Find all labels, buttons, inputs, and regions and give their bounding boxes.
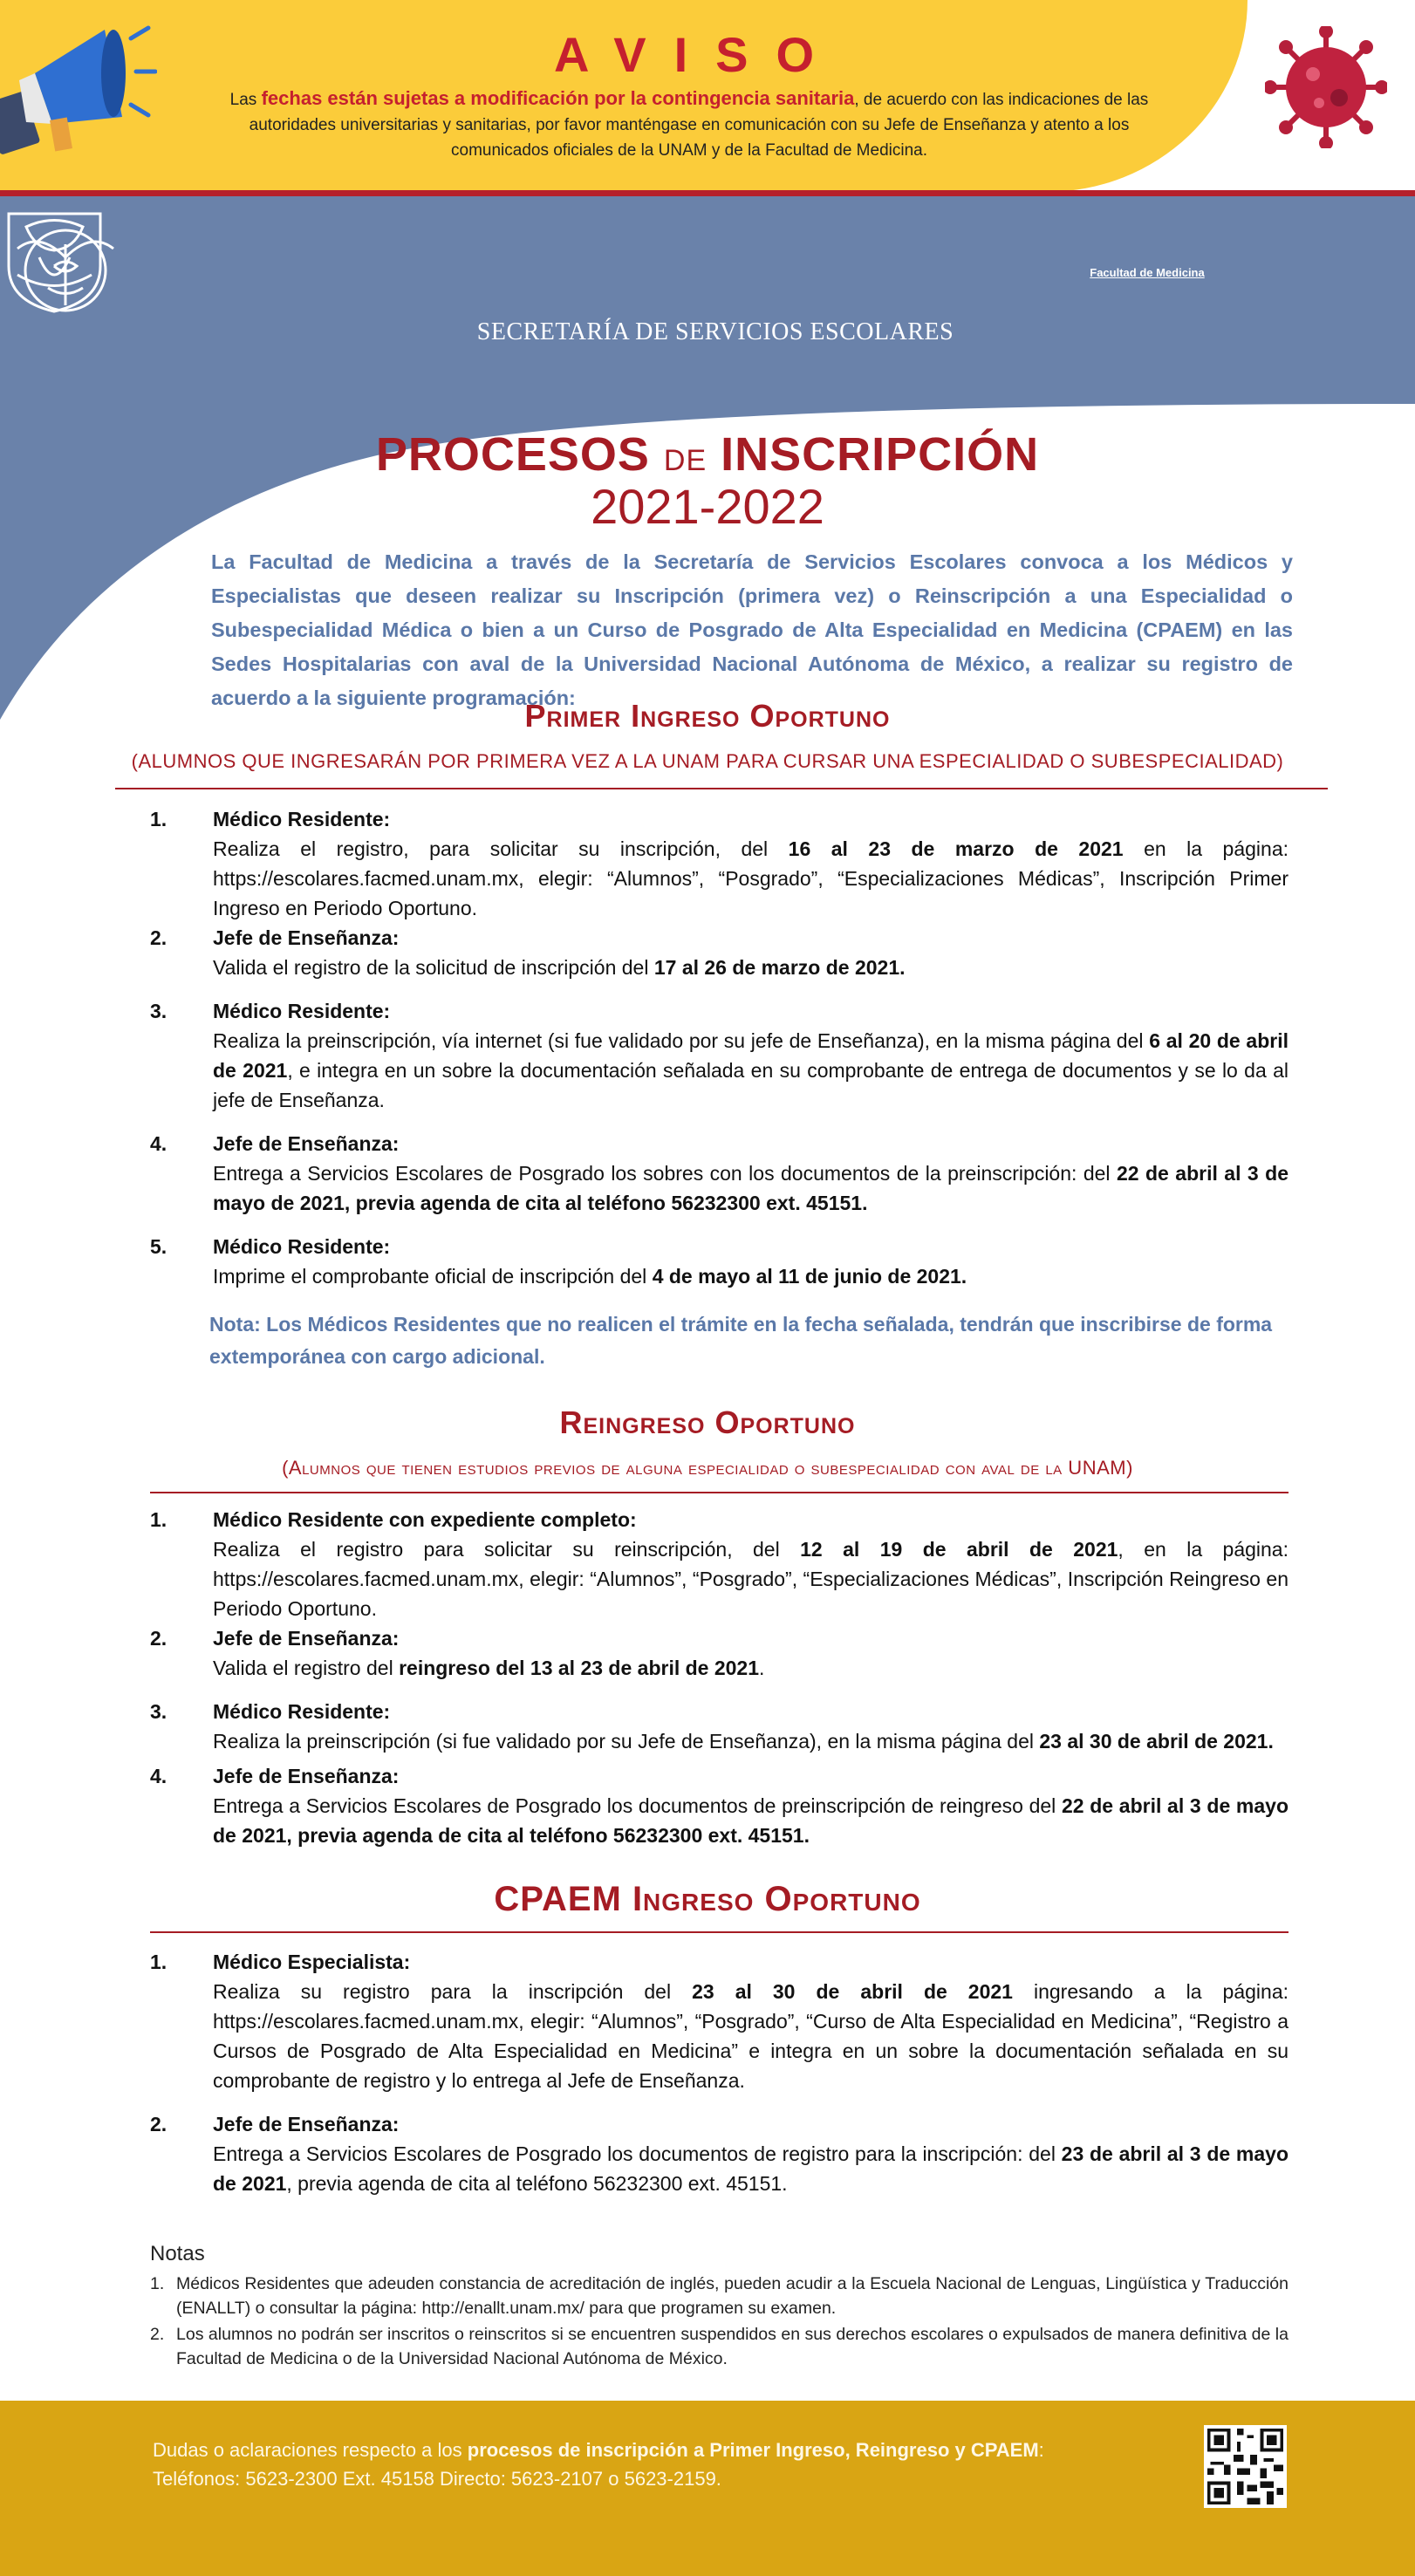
section-title-cpaem: CPAEM Ingreso Oportuno xyxy=(494,1880,921,1918)
secretaria-title: SECRETARÍA DE SERVICIOS ESCOLARES xyxy=(476,318,954,345)
section-subtitle-primer-ingreso: (ALUMNOS QUE INGRESARÁN POR PRIMERA VEZ A LA UNAM PARA CURSAR UNA ESPECIALIDAD O SUBESPECIALIDAD) xyxy=(131,750,1284,772)
step-item xyxy=(150,1505,1289,1623)
step-date: 22 de abril al 3 de mayo de 2021, previa agenda de cita al teléfono 56232300 ext. 45151. xyxy=(213,1794,1289,1847)
step-text-c: , e integra en un sobre la documentación señalada en su comprobante de entrega de documentos y se lo da al jefe de Enseñanza. xyxy=(213,1059,1289,1111)
step-text-a: Entrega a Servicios Escolares de Posgrado los sobres con los documentos de la preinscripción: del xyxy=(213,1162,1117,1185)
step-text-a: Realiza el registro, para solicitar su inscripción, del xyxy=(213,837,789,860)
section-title-reingreso: Reingreso Oportuno xyxy=(559,1404,856,1440)
footer-text xyxy=(153,2436,1112,2493)
primer-ingreso-steps xyxy=(150,804,1289,1291)
step-role: Médico Especialista: xyxy=(213,1951,411,1973)
step-role: Médico Residente: xyxy=(213,808,391,830)
step-description xyxy=(213,1726,1289,1756)
step-number: 1. xyxy=(150,808,167,830)
step-item xyxy=(150,996,1289,1115)
step-item xyxy=(150,2109,1289,2198)
step-number: 4. xyxy=(150,1132,167,1155)
reingreso-steps xyxy=(150,1505,1289,1850)
step-number: 4. xyxy=(150,1765,167,1787)
section-divider xyxy=(150,1492,1289,1493)
step-item xyxy=(150,1947,1289,2095)
step-description xyxy=(213,1977,1289,2095)
step-date: 23 al 30 de abril de 2021. xyxy=(1039,1730,1274,1753)
step-number: 1. xyxy=(150,1508,167,1531)
section-title-primer-ingreso: Primer Ingreso Oportuno xyxy=(524,698,891,734)
nota-text: Los alumnos no podrán ser inscritos o reinscritos si se encuentren suspendidos en sus derechos escolares o expulsados de manera definitiva de la Facultad de Medicina o de la Universidad Nacional Autónoma de México. xyxy=(176,2325,1289,2368)
step-date: 16 al 23 de marzo de 2021 xyxy=(788,837,1124,860)
step-date: 23 al 30 de abril de 2021 xyxy=(692,1980,1013,2003)
virus-icon xyxy=(1265,26,1387,148)
step-text-a: Realiza la preinscripción, vía internet (si fue validado por su jefe de Enseñanza), en la misma página del xyxy=(213,1029,1150,1052)
notas-title: Notas xyxy=(150,2242,205,2265)
step-text-a: Imprime el comprobante oficial de inscripción del xyxy=(213,1265,653,1288)
primer-ingreso-nota: Nota: Los Médicos Residentes que no realicen el trámite en la fecha señalada, tendrán que inscribirse de forma extemporánea con cargo adicional. xyxy=(209,1313,1273,1368)
intro-paragraph: La Facultad de Medicina a través de la Secretaría de Servicios Escolares convoca a los Médicos y Especialistas que deseen realizar su Inscripción (primera vez) o Reinscripción a una Especialidad o Subespecialidad Médica o bien a un Curso de Posgrado de Alta Especialidad en Medicina (CPAEM) en las Sedes Hospitalarias con aval de la Universidad Nacional Autónoma de México, a realizar su registro de acuerdo a la siguiente programación: xyxy=(211,550,1293,709)
section-divider xyxy=(150,1931,1289,1933)
step-number: 5. xyxy=(150,1235,167,1258)
facultad-label: Facultad de Medicina xyxy=(1090,266,1205,279)
step-item xyxy=(150,1761,1289,1850)
step-text-a: Realiza la preinscripción (si fue validado por su Jefe de Enseñanza), en la misma página del xyxy=(213,1730,1040,1753)
footer-pre: Dudas o aclaraciones respecto a los xyxy=(153,2439,468,2461)
aviso-title: AVISO xyxy=(553,27,843,82)
step-number: 3. xyxy=(150,1000,167,1022)
nota-text: Médicos Residentes que adeuden constancia de acreditación de inglés, pueden acudir a la Escuela Nacional de Lenguas, Lingüística y Traducción (ENALLT) o consultar la página: http://enallt.unam.mx/ para que programen su examen. xyxy=(176,2274,1289,2318)
step-date: 4 de mayo al 11 de junio de 2021. xyxy=(652,1265,967,1288)
aviso-text xyxy=(201,85,1178,163)
title-part1: PROCESOS xyxy=(375,428,664,481)
step-role: Jefe de Enseñanza: xyxy=(213,1627,400,1650)
footer xyxy=(0,2401,1415,2576)
step-role: Jefe de Enseñanza: xyxy=(213,1765,400,1787)
nota-item xyxy=(150,2272,1289,2320)
step-number: 2. xyxy=(150,926,167,949)
title-part2: INSCRIPCIÓN xyxy=(707,428,1040,481)
aviso-banner xyxy=(0,0,1415,196)
title-de: DE xyxy=(663,444,708,477)
step-number: 3. xyxy=(150,1700,167,1723)
step-description xyxy=(213,1026,1289,1115)
megaphone-icon xyxy=(0,12,157,169)
step-role: Médico Residente: xyxy=(213,1000,391,1022)
step-text-a: Entrega a Servicios Escolares de Posgrado los documentos de preinscripción de reingreso del xyxy=(213,1794,1062,1817)
step-item xyxy=(150,804,1289,923)
title-year: 2021-2022 xyxy=(591,479,824,534)
qr-code[interactable] xyxy=(1204,2425,1287,2508)
step-role: Jefe de Enseñanza: xyxy=(213,2113,400,2135)
step-item xyxy=(150,1623,1289,1683)
step-role: Médico Residente: xyxy=(213,1235,391,1258)
step-description xyxy=(213,1653,1289,1683)
step-date: 6 al 20 de abril de 2021 xyxy=(213,1029,1289,1082)
footer-bold: procesos de inscripción a Primer Ingreso, Reingreso y CPAEM xyxy=(467,2439,1039,2461)
step-item xyxy=(150,1129,1289,1218)
step-role: Jefe de Enseñanza: xyxy=(213,1132,400,1155)
step-date: 12 al 19 de abril de 2021 xyxy=(800,1538,1118,1561)
step-description xyxy=(213,1791,1289,1850)
step-number: 1. xyxy=(150,1951,167,1973)
step-text-a: Realiza su registro para la inscripción del xyxy=(213,1980,693,2003)
step-date: 17 al 26 de marzo de 2021. xyxy=(653,956,906,979)
step-description xyxy=(213,1158,1289,1218)
step-text-a: Valida el registro del xyxy=(213,1657,400,1679)
step-text-a: Entrega a Servicios Escolares de Posgrado los documentos de registro para la inscripción: del xyxy=(213,2142,1062,2165)
aviso-divider xyxy=(0,190,1415,196)
step-number: 2. xyxy=(150,2113,167,2135)
step-date: 23 de abril al 3 de mayo de 2021 xyxy=(213,2142,1289,2195)
step-text-a: Realiza el registro para solicitar su reinscripción, del xyxy=(213,1538,801,1561)
notas-list xyxy=(150,2272,1289,2373)
step-item xyxy=(150,1697,1289,1756)
step-text-c: . xyxy=(759,1657,765,1679)
step-text-c: en la página: https://escolares.facmed.unam.mx, elegir: “Alumnos”, “Posgrado”, “Especializaciones Médicas”, Inscripción Primer Ingreso en Periodo Oportuno. xyxy=(213,837,1289,919)
aviso-text-post: , de acuerdo con las indicaciones de las autoridades universitarias y sanitarias, por favor manténgase en comunicación con su Jefe de Enseñanza y atento a los comunicados oficiales de la UNAM y de la Facultad de Medicina. xyxy=(249,91,1149,160)
step-description xyxy=(213,1534,1289,1623)
step-role: Médico Residente: xyxy=(213,1700,391,1723)
step-item xyxy=(150,1232,1289,1291)
aviso-text-pre: Las xyxy=(229,91,262,109)
section-divider xyxy=(115,788,1328,789)
step-description xyxy=(213,834,1289,923)
step-text-a: Valida el registro de la solicitud de inscripción del xyxy=(213,956,654,979)
step-description xyxy=(213,953,1289,982)
step-date: reingreso del 13 al 23 de abril de 2021 xyxy=(399,1657,760,1679)
nota-item xyxy=(150,2322,1289,2371)
step-text-c: ingresando a la página: https://escolares.facmed.unam.mx, elegir: “Alumnos”, “Posgrado”, “Curso de Alta Especialidad en Medicina”, “Registro a Cursos de Posgrado de Alta Especialidad en Medicina” e integra en un sobre la documentación señalada en su comprobante de registro y lo entrega al Jefe de Enseñanza. xyxy=(213,1980,1289,2092)
footer-phones: Teléfonos: 5623-2300 Ext. 45158 Directo: 5623-2107 o 5623-2159. xyxy=(153,2468,721,2490)
cpaem-steps xyxy=(150,1947,1289,2198)
nota-number: 2. xyxy=(150,2325,165,2344)
step-item xyxy=(150,923,1289,982)
section-subtitle-reingreso: (Alumnos que tienen estudios previos de alguna especialidad o subespecialidad con aval de la UNAM) xyxy=(282,1457,1133,1479)
facultad-medicina-logo xyxy=(0,196,131,318)
step-role: Jefe de Enseñanza: xyxy=(213,926,400,949)
step-role: Médico Residente con expediente completo: xyxy=(213,1508,637,1531)
step-description xyxy=(213,2139,1289,2198)
step-description xyxy=(213,1261,1289,1291)
step-text-c: , en la página: https://escolares.facmed.unam.mx, elegir: “Alumnos”, “Posgrado”, “Especializaciones Médicas”, Inscripción Reingreso en Periodo Oportuno. xyxy=(213,1538,1289,1620)
page-title xyxy=(0,427,1415,482)
aviso-text-highlight: fechas están sujetas a modificación por la contingencia sanitaria xyxy=(261,87,855,109)
nota-number: 1. xyxy=(150,2274,165,2293)
footer-post: : xyxy=(1038,2439,1044,2461)
step-text-c: , previa agenda de cita al teléfono 56232300 ext. 45151. xyxy=(286,2172,788,2195)
step-number: 2. xyxy=(150,1627,167,1650)
step-date: 22 de abril al 3 de mayo de 2021, previa agenda de cita al teléfono 56232300 ext. 45151. xyxy=(213,1162,1289,1214)
